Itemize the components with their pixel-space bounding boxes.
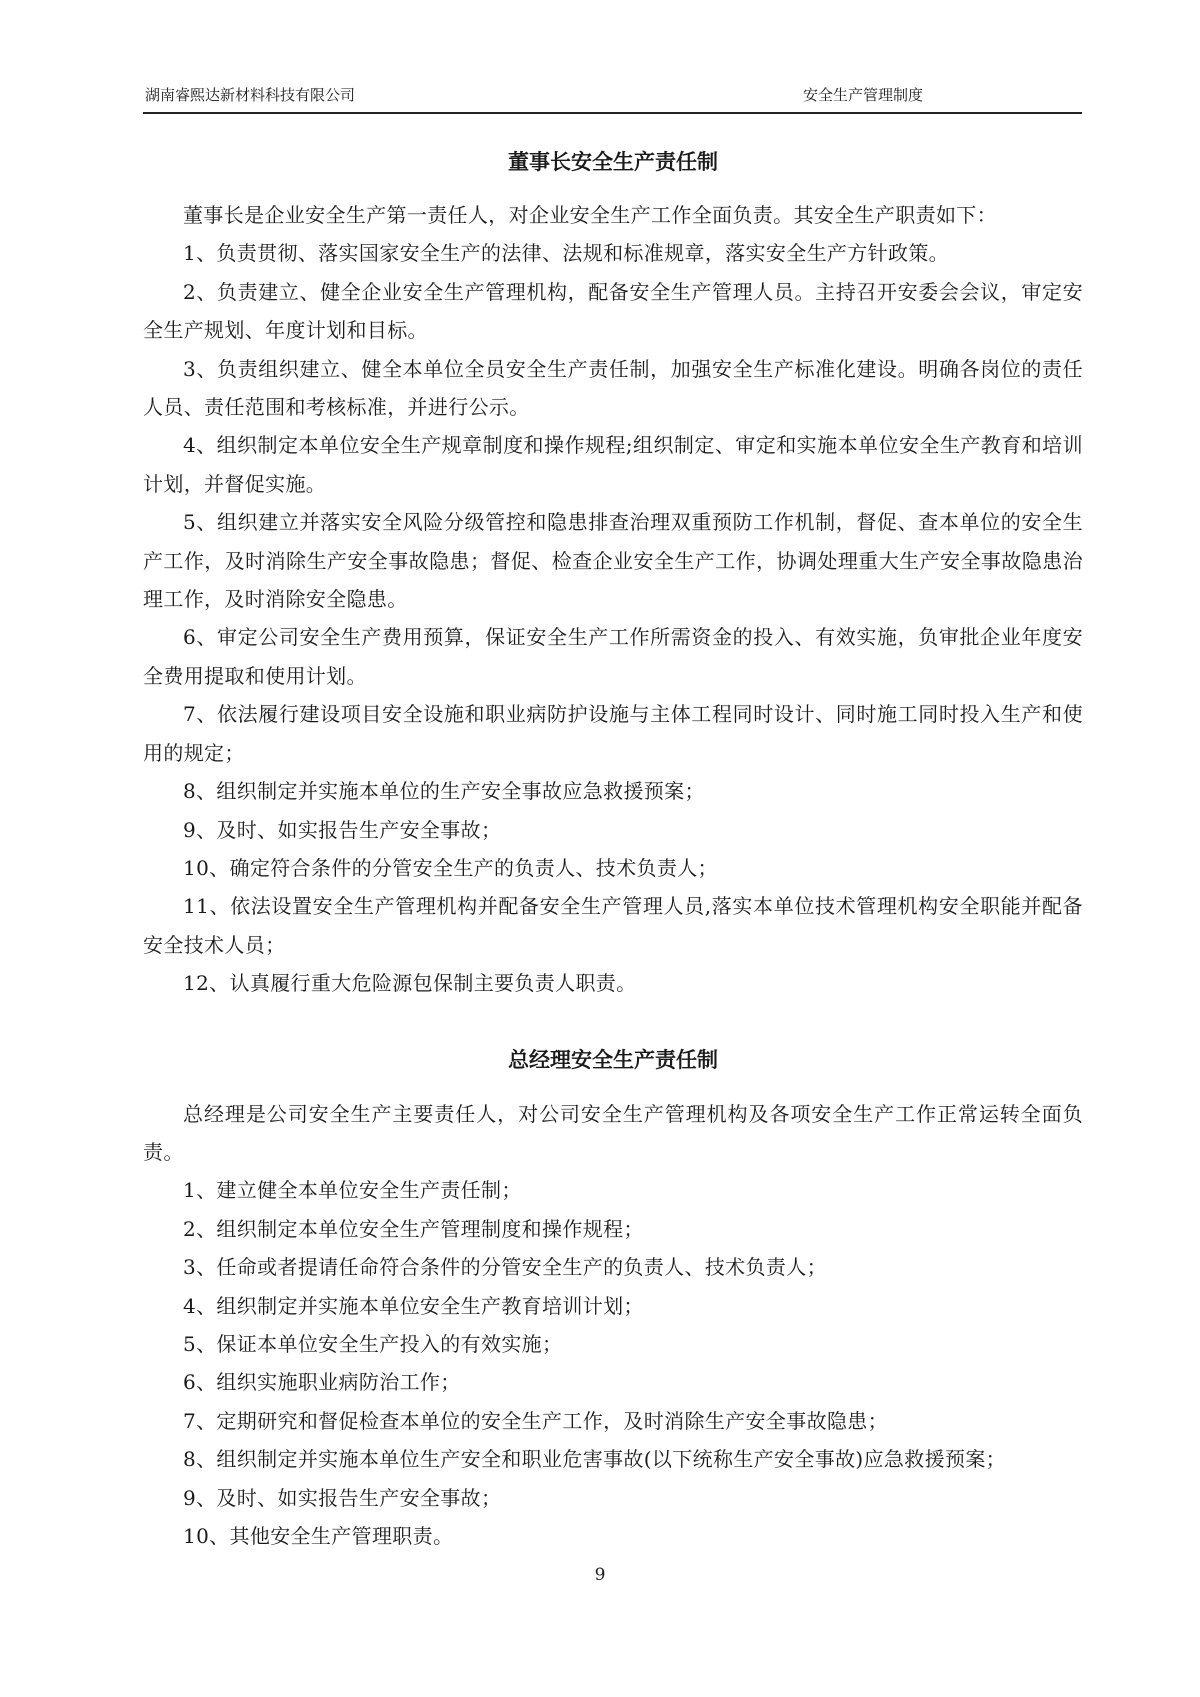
document-body — [143, 147, 1083, 1555]
list-item: 6、审定公司安全生产费用预算，保证安全生产工作所需资金的投入、有效实施，负审批企业年度安全费用提取和使用计划。 — [143, 625, 1083, 688]
list-item: 1、负责贯彻、落实国家安全生产的法律、法规和标准规章，落实安全生产方针政策。 — [183, 241, 950, 266]
list-item: 4、组织制定并实施本单位安全生产教育培训计划； — [183, 1293, 644, 1318]
list-item: 5、保证本单位安全生产投入的有效实施； — [183, 1331, 563, 1356]
page-number: 9 — [594, 1565, 606, 1585]
list-item: 9、及时、如实报告生产安全事故； — [183, 817, 502, 842]
paragraph: 总经理是公司安全生产主要责任人，对公司安全生产管理机构及各项安全生产工作正常运转全面负责。 — [143, 1101, 1083, 1164]
section-title: 总经理安全生产责任制 — [508, 1047, 718, 1072]
list-item: 3、任命或者提请任命符合条件的分管安全生产的负责人、技术负责人； — [183, 1255, 827, 1280]
list-item: 8、组织制定并实施本单位的生产安全事故应急救援预案； — [183, 779, 705, 804]
list-item: 9、及时、如实报告生产安全事故； — [183, 1485, 502, 1510]
list-item: 10、其他安全生产管理职责。 — [183, 1524, 454, 1548]
list-item: 6、组织实施职业病防治工作； — [183, 1370, 461, 1395]
list-item: 10、确定符合条件的分管安全生产的负责人、技术负责人； — [183, 855, 718, 880]
list-item: 12、认真履行重大危险源包保制主要负责人职责。 — [183, 971, 637, 996]
list-item: 11、依法设置安全生产管理机构并配备安全生产管理人员,落实本单位技术管理机构安全职能并配备安全技术人员； — [143, 894, 1083, 957]
list-item: 5、组织建立并落实安全风险分级管控和隐患排查治理双重预防工作机制，督促、查本单位的安全生产工作，及时消除生产安全事故隐患；督促、检查企业安全生产工作，协调处理重大生产安全事故隐患治理工作，及时消除安全隐患。 — [143, 510, 1083, 612]
list-item: 2、组织制定本单位安全生产管理制度和操作规程； — [183, 1216, 644, 1241]
list-item: 7、依法履行建设项目安全设施和职业病防护设施与主体工程同时设计、同时施工同时投入生产和使用的规定； — [143, 702, 1083, 765]
paragraph: 董事长是企业安全生产第一责任人，对企业安全生产工作全面负责。其安全生产职责如下： — [183, 203, 997, 227]
section-title: 董事长安全生产责任制 — [508, 150, 718, 174]
list-item: 4、组织制定本单位安全生产规章制度和操作规程;组织制定、审定和实施本单位安全生产教育和培训计划，并督促实施。 — [143, 433, 1083, 496]
list-item: 7、定期研究和督促检查本单位的安全生产工作，及时消除生产安全事故隐患； — [183, 1408, 888, 1433]
list-item: 3、负责组织建立、健全本单位全员安全生产责任制，加强安全生产标准化建设。明确各岗位的责任人员、责任范围和考核标准，并进行公示。 — [143, 356, 1083, 420]
list-item: 1、建立健全本单位安全生产责任制； — [183, 1178, 522, 1203]
company-name: 湖南睿熙达新材料科技有限公司 — [145, 86, 356, 104]
list-item: 2、负责建立、健全企业安全生产管理机构，配备安全生产管理人员。主持召开安委会会议，审定安全生产规划、年度计划和目标。 — [143, 279, 1083, 343]
list-item: 8、组织制定并实施本单位生产安全和职业危害事故(以下统称生产安全事故)应急救援预案； — [183, 1447, 1007, 1472]
page-header — [143, 78, 1082, 114]
document-title: 安全生产管理制度 — [803, 86, 924, 104]
